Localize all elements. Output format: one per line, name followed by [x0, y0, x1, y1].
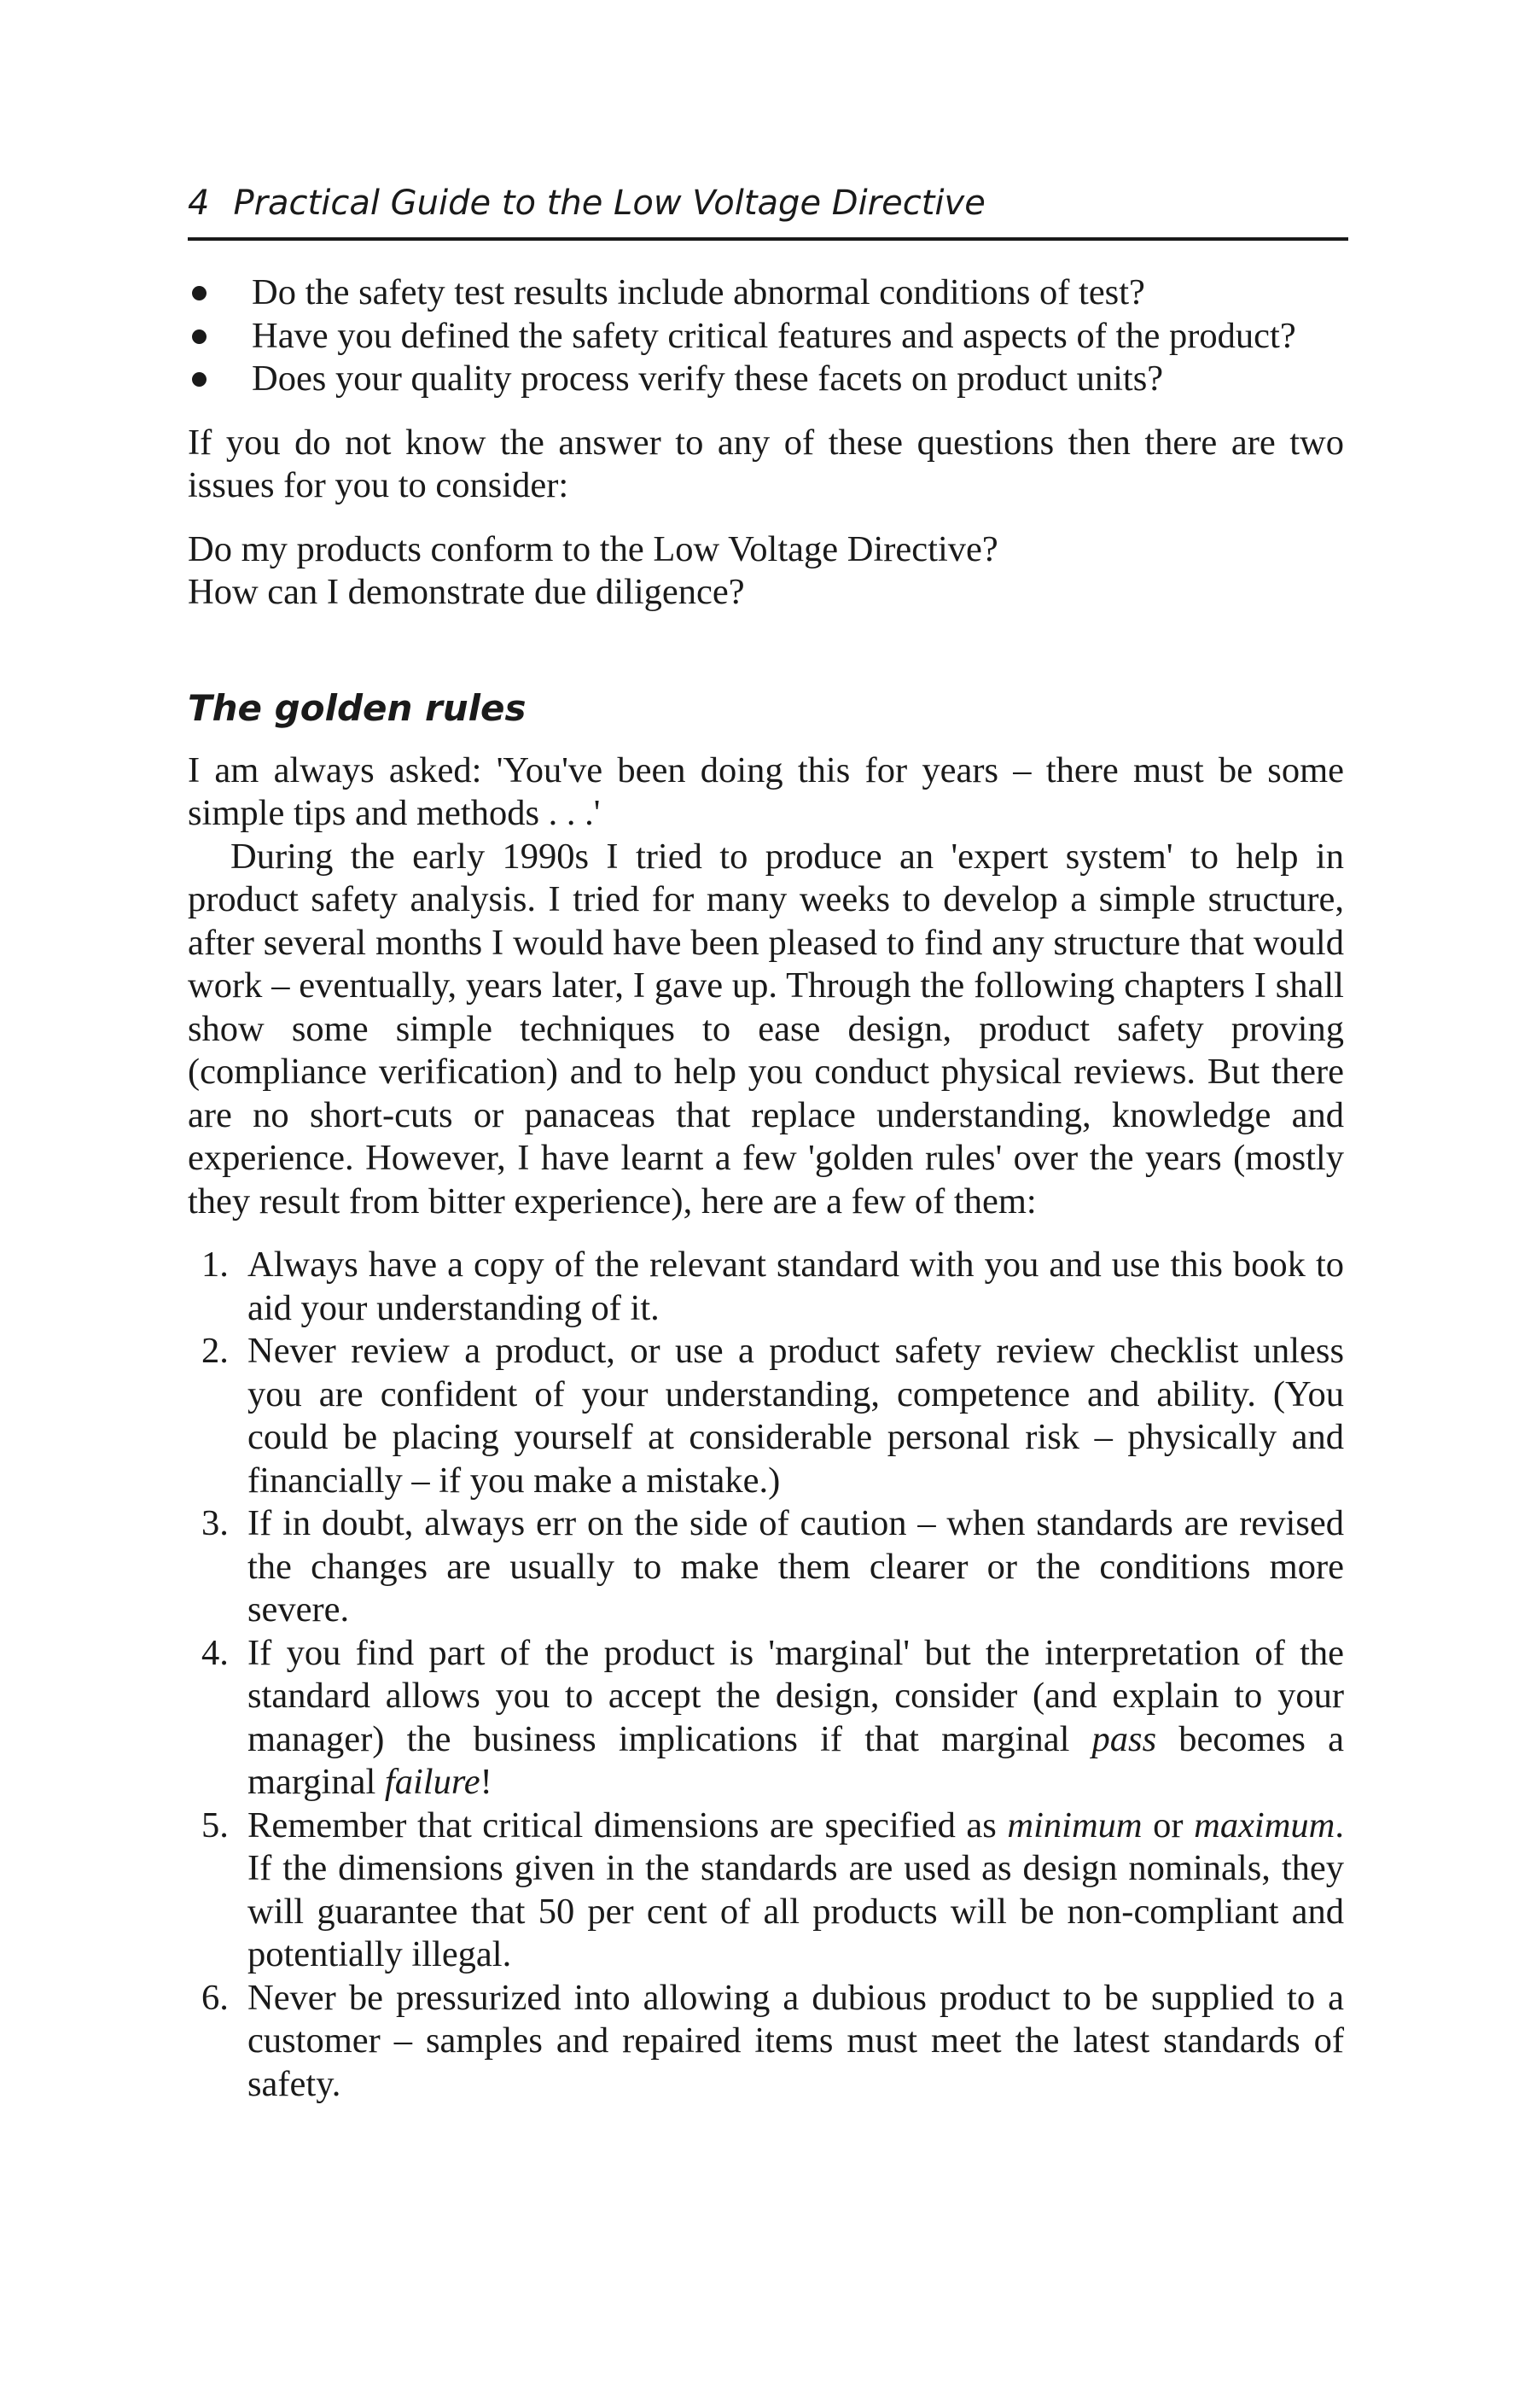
rule-item — [188, 1977, 1344, 2107]
rule-text: Always have a copy of the relevant standard with you and use this book to aid your understanding of it. — [247, 1245, 1344, 1328]
bullet-text: Does your quality process verify these facets on product units? — [252, 359, 1164, 399]
rule-text-part: or — [1142, 1805, 1195, 1845]
rule-number: 3. — [201, 1503, 229, 1543]
rule-number: 2. — [201, 1331, 229, 1371]
rule-text — [247, 1805, 1344, 1975]
rule-number: 1. — [201, 1245, 229, 1285]
intro-paragraph: If you do not know the answer to any of these questions then there are two issues for you to consider: — [188, 422, 1344, 505]
rule-text-part: becomes a marginal — [247, 1718, 1344, 1802]
rule-item — [188, 1502, 1344, 1632]
rule-number: 6. — [201, 1977, 229, 2018]
rule-number: 4. — [201, 1632, 229, 1673]
bullet-dot-icon — [192, 286, 207, 300]
rule-text-part: ! — [480, 1762, 492, 1802]
section-paragraph: During the early 1990s I tried to produce an 'expert system' to help in product safety analysis. I tried for many weeks to develop a simple structure, after several months I would have been pleased to find any structure that would work – eventually, years later, I gave up. Through the following chapters I shall show some simple techniques to ease design, product safety proving (compliance verification) and to help you conduct physical reviews. But there are no short-cuts or panaceas that replace understanding, knowledge and experience. However, I have learnt a few 'golden rules' over the years (mostly they result from bitter experience), here are a few of them: — [188, 836, 1344, 1221]
question-bullet-list — [188, 271, 1344, 401]
rule-text-part: Remember that critical dimensions are specified as — [247, 1805, 1008, 1845]
golden-rules-list — [188, 1244, 1344, 2106]
rule-number: 5. — [201, 1805, 229, 1845]
questions-block — [188, 528, 1344, 615]
rule-item — [188, 1632, 1344, 1805]
rule-item — [188, 1330, 1344, 1502]
rule-text: Never review a product, or use a product safety review checklist unless you are confident of your understanding, competence and ability. (You could be placing yourself at considerable personal risk – physically and financially – if you make a mistake.) — [247, 1331, 1344, 1501]
bullet-dot-icon — [192, 329, 207, 344]
bullet-text: Do the safety test results include abnormal conditions of test? — [252, 272, 1145, 312]
rule-text-part: If you find part of the product is 'marginal' but the interpretation of the standard allows you to accept the design, consider (and explain to your manager) the business implications if that marginal — [247, 1632, 1344, 1759]
rule-text — [247, 1633, 1344, 1803]
rule-text-part: . If the dimensions given in the standards are used as design nominals, they will guarantee that 50 per cent of all products will be non-compliant and potentially illegal. — [247, 1805, 1344, 1974]
question-line: How can I demonstrate due diligence? — [188, 572, 745, 612]
bullet-item — [188, 315, 1344, 359]
rule-emphasis: minimum — [1007, 1805, 1143, 1845]
bullet-dot-icon — [192, 372, 207, 387]
rule-item — [188, 1244, 1344, 1330]
header-rule — [188, 237, 1348, 241]
rule-emphasis: maximum — [1194, 1805, 1335, 1845]
section-paragraph: I am always asked: 'You've been doing this for years – there must be some simple tips and methods . . .' — [188, 749, 1344, 833]
rule-text: If in doubt, always err on the side of caution – when standards are revised the changes are usually to make them clearer or the conditions more severe. — [247, 1503, 1344, 1630]
bullet-text: Have you defined the safety critical features and aspects of the product? — [252, 315, 1296, 356]
running-head — [188, 184, 986, 223]
bullet-item — [188, 271, 1344, 315]
bullet-item — [188, 358, 1344, 401]
running-header — [188, 184, 1348, 223]
page-body — [188, 271, 1344, 2106]
rule-text: Never be pressurized into allowing a dubious product to be supplied to a customer – samples and repaired items must meet the latest standards of safety. — [247, 1977, 1344, 2104]
page-number: 4 — [188, 184, 210, 223]
question-line: Do my products conform to the Low Voltage Directive? — [188, 528, 998, 569]
rule-emphasis: failure — [384, 1762, 480, 1802]
rule-emphasis: pass — [1091, 1718, 1157, 1759]
rule-item — [188, 1805, 1344, 1977]
section-heading: The golden rules — [188, 686, 527, 729]
running-title: Practical Guide to the Low Voltage Directive — [233, 184, 986, 223]
